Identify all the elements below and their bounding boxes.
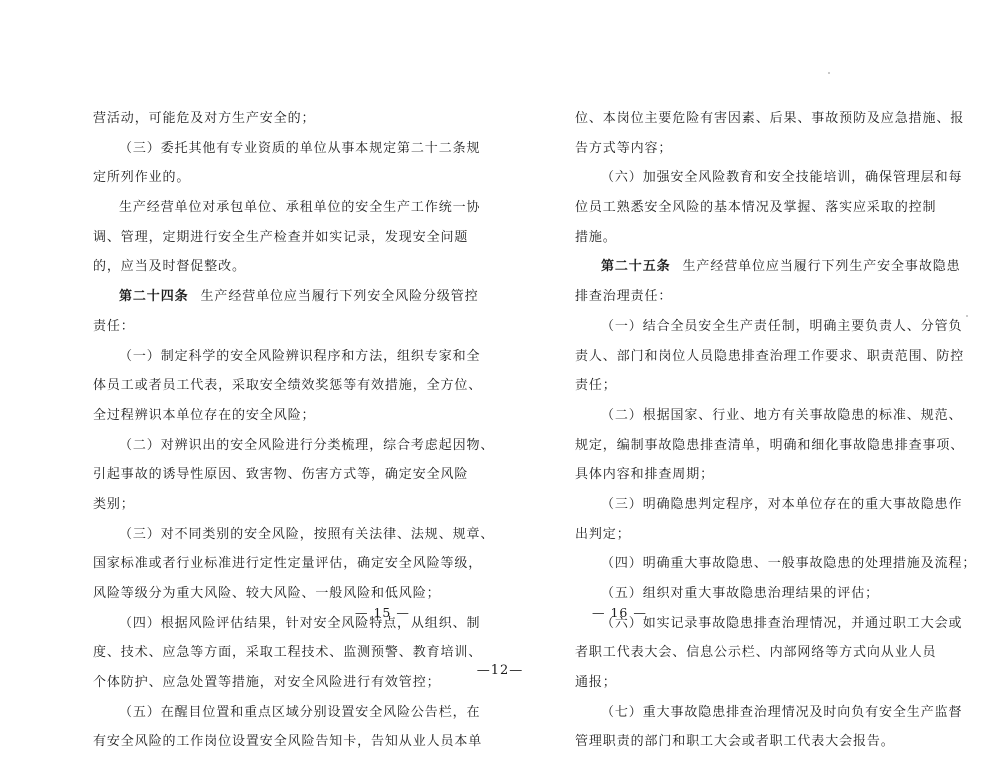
line-text: 引起事故的诱导性原因、致害物、伤害方式等，确定安全风险	[93, 467, 469, 483]
line-text: （二）对辨识出的安全风险进行分类梳理，综合考虑起因物、	[119, 437, 495, 453]
text-line	[93, 549, 483, 579]
line-text: 国家标准或者行业标准进行定性定量评估，确定安全风险等级，	[93, 556, 483, 572]
line-text: 者职工代表大会、信息公示栏、内部网络等方式向从业人员	[575, 645, 937, 661]
left-page-number: — 15 —	[355, 605, 410, 620]
line-text: 管理职责的部门和职工大会或者职工代表大会报告。	[575, 734, 895, 750]
line-text: （四）明确重大事故隐患、一般事故隐患的处理措施及流程；	[601, 556, 977, 572]
text-line	[575, 312, 963, 342]
line-text: 措施。	[575, 229, 617, 245]
text-line	[93, 223, 469, 253]
text-line	[93, 460, 469, 490]
scan-speck	[966, 315, 968, 317]
line-text: （六）加强安全风险教育和安全技能培训，确保管理层和每	[601, 170, 963, 186]
line-text: 个体防护、应急处置等措施，对安全风险进行有效管控；	[93, 675, 441, 691]
line-text: 的，应当及时督促整改。	[93, 259, 246, 275]
line-text: （五）在醒目位置和重点区域分别设置安全风险公告栏，在	[119, 704, 481, 720]
line-text: 度、技术、应急等方面，采取工程技术、监测预警、教育培训、	[93, 645, 483, 661]
text-line	[575, 431, 965, 461]
text-line	[93, 520, 495, 550]
line-text: （三）委托其他有专业资质的单位从事本规定第二十二条规	[119, 140, 481, 156]
line-text: （六）如实记录事故隐患排查治理情况，并通过职工大会或	[601, 615, 963, 631]
text-line	[93, 163, 443, 193]
left-page-body	[93, 104, 495, 757]
line-text: （二）根据国家、行业、地方有关事故隐患的标准、规范、	[601, 407, 963, 423]
line-text: 生产经营单位应当履行下列生产安全事故隐患	[682, 259, 961, 275]
line-text: 规定，编制事故隐患排查清单，明确和细化事故隐患排查事项、	[575, 437, 965, 453]
line-text: 生产经营单位对承包单位、承租单位的安全生产工作统一协	[119, 200, 481, 216]
text-line	[93, 490, 443, 520]
text-line	[575, 252, 961, 282]
left-page	[0, 0, 500, 750]
line-text: 位员工熟悉安全风险的基本情况及掌握、落实应采取的控制	[575, 200, 937, 216]
text-line	[575, 727, 927, 757]
line-text: 责人、部门和岗位人员隐患排查治理工作要求、职责范围、防控	[575, 348, 965, 364]
line-text: 出判定；	[575, 526, 631, 542]
text-line	[575, 490, 963, 520]
text-line	[575, 163, 963, 193]
text-line	[93, 342, 481, 372]
line-text: 告方式等内容；	[575, 140, 673, 156]
text-line	[575, 698, 963, 728]
line-text: 风险等级分为重大风险、较大风险、一般风险和低风险；	[93, 586, 441, 601]
text-line	[93, 431, 495, 461]
line-text: 排查治理责任：	[575, 289, 673, 305]
line-text: （四）根据风险评估结果，针对安全风险特点，从组织、制	[119, 615, 481, 631]
right-page-number: — 16 —	[592, 605, 647, 620]
text-line	[93, 104, 443, 134]
line-text: 全过程辨识本单位存在的安全风险；	[93, 407, 316, 423]
right-page	[500, 0, 1000, 750]
text-line	[93, 252, 443, 282]
right-page-body	[575, 104, 977, 757]
line-text: （一）结合全员安全生产责任制，明确主要负责人、分管负	[601, 318, 963, 334]
line-text: （三）明确隐患判定程序，对本单位存在的重大事故隐患作	[601, 496, 963, 512]
line-text: 位、本岗位主要危险有害因素、后果、事故预防及应急措施、报	[575, 111, 965, 126]
text-line	[575, 134, 927, 164]
text-line	[93, 371, 483, 401]
line-text: （七）重大事故隐患排查治理情况及时向负有安全生产监督	[601, 704, 963, 720]
line-text: 定所列作业的。	[93, 170, 191, 186]
line-text: （五）组织对重大事故隐患治理结果的评估；	[601, 586, 880, 601]
line-text: 有安全风险的工作岗位设置安全风险告知卡，告知从业人员本单	[93, 734, 483, 750]
article-heading: 第二十五条	[601, 259, 671, 275]
line-text: 调、管理，定期进行安全生产检查并如实记录，发现安全问题	[93, 229, 469, 245]
line-text: 具体内容和排查周期；	[575, 467, 715, 483]
text-line	[93, 698, 481, 728]
text-line	[93, 282, 479, 312]
line-text: 生产经营单位应当履行下列安全风险分级管控	[200, 289, 479, 305]
line-text: 责任；	[575, 378, 617, 394]
text-line	[575, 193, 937, 223]
text-line	[575, 223, 927, 253]
text-line	[575, 282, 927, 312]
text-line	[575, 104, 965, 134]
line-text: 通报；	[575, 675, 617, 691]
line-text: 营活动，可能危及对方生产安全的；	[93, 111, 316, 126]
sheet-number: —12—	[476, 663, 524, 678]
text-line	[93, 193, 481, 223]
text-line	[575, 460, 927, 490]
line-text: 责任：	[93, 318, 135, 334]
line-text: 体员工或者员工代表，采取安全绩效奖惩等有效措施，全方位、	[93, 378, 483, 394]
line-text: 类别；	[93, 496, 135, 512]
scan-speck	[828, 72, 830, 74]
text-line	[575, 520, 927, 550]
text-line	[93, 312, 443, 342]
text-line	[575, 401, 963, 431]
text-line	[575, 342, 965, 372]
line-text: （三）对不同类别的安全风险，按照有关法律、法规、规章、	[119, 526, 495, 542]
article-heading: 第二十四条	[119, 289, 189, 305]
text-line	[93, 134, 481, 164]
text-line	[93, 727, 483, 757]
line-text: （一）制定科学的安全风险辨识程序和方法，组织专家和全	[119, 348, 481, 364]
text-line	[575, 549, 977, 579]
text-line	[575, 371, 927, 401]
text-line	[93, 401, 443, 431]
